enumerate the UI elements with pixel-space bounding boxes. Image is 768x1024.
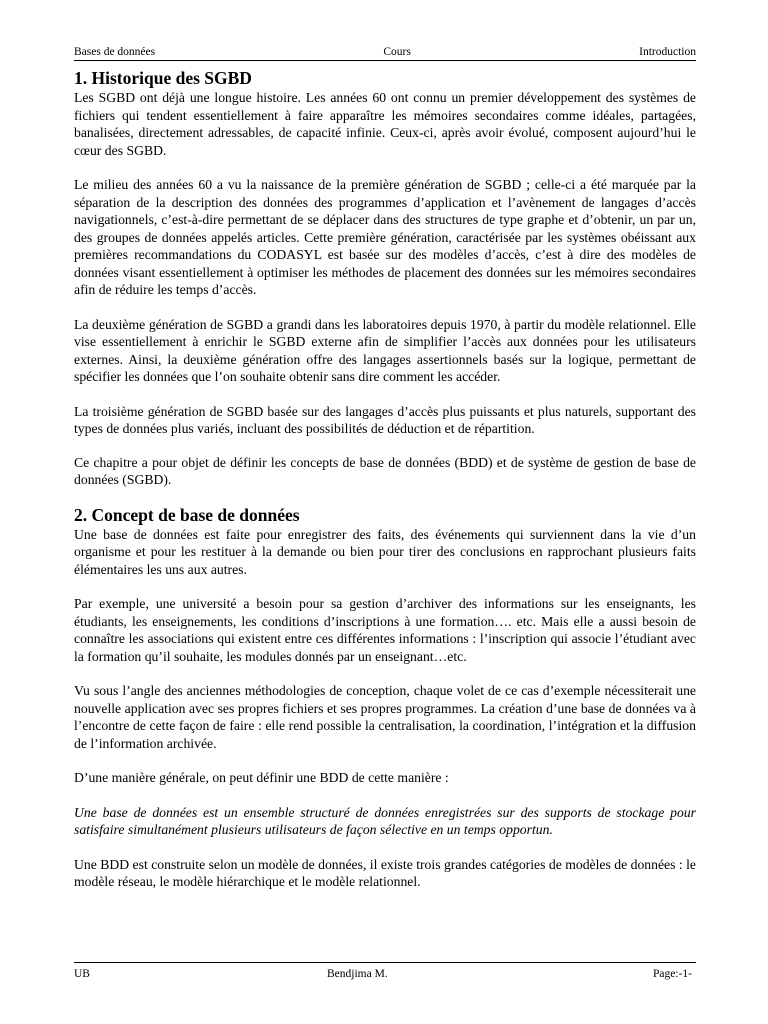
running-header [74,45,696,61]
section-1-paragraph-2: Le milieu des années 60 a vu la naissance de la première génération de SGBD ; celle-ci a été marquée par la séparation de la description des données des programmes d’application et l’avènement de langages d’accès navigationnels, c’est-à-dire permettant de se déplacer dans des structures de type graphe et d’obtenir, un par un, des groupes de données appelés articles. Cette première génération, caractérisée par les systèmes obéissant aux premières recommandations du CODASYL est basée sur des modèles d’accès, c’est à dire des modèles de données visant essentiellement à optimiser les méthodes de placement des données sur les mémoires secondaires afin de réduire les temps d’accès. [74,177,696,297]
section-1-paragraph-4: La troisième génération de SGBD basée sur des langages d’accès plus puissants et plus naturels, supportant des types de données plus variés, incluant des possibilités de déduction et de répartition. [74,403,696,436]
section-2-paragraph-4: D’une manière générale, on peut définir une BDD de cette manière : [74,770,449,785]
section-2-paragraph-3: Vu sous l’angle des anciennes méthodologies de conception, chaque volet de ce cas d’exemple nécessiterait une nouvelle application avec ses propres fichiers et ses propres programmes. La création d’une base de données va à l’encontre de cette façon de faire : elle rend possible la centralisation, la coordination, l’intégration et la diffusion de l’information archivée. [74,683,696,751]
page-number: Page:-1- [653,968,692,980]
section-2-paragraph-2: Par exemple, une université a besoin pour sa gestion d’archiver des informations sur les enseignants, les étudiants, les enseignements, les conditions d’inscriptions à une formation…. etc. Mais elle a aussi besoin de connaître les associations qui existent entre ces différentes informations : l’inscription qui associe l’étudiant avec la formation qu’il souhaite, les modules donnés par un enseignant…etc. [74,596,696,664]
running-footer [74,962,696,980]
section-2-closing: Une BDD est construite selon un modèle de données, il existe trois grandes catégories de modèles de données : le modèle réseau, le modèle hiérarchique et le modèle relationnel. [74,856,696,889]
section-2-paragraph-1: Une base de données est faite pour enregistrer des faits, des événements qui surviennent dans la vie d’un organisme et pour les restituer à la demande ou bien pour tirer des conclusions en rapprochant plusieurs faits élémentaires les uns aux autres. [74,526,696,577]
section-1-paragraph-3: La deuxième génération de SGBD a grandi dans les laboratoires depuis 1970, à partir du modèle relationnel. Elle vise essentiellement à enrichir le SGBD externe afin de simplifier l’accès aux données pour les utilisateurs externes. Ainsi, la deuxième génération offre des langages assertionnels basés sur la logique, permettant de spécifier les données que l’on souhaite obtenir sans dire comment les accéder. [74,316,696,384]
document-page [74,0,696,1024]
section-2-title: 2. Concept de base de données [74,504,300,525]
footer-author: Bendjima M. [327,968,388,980]
section-1-title: 1. Historique des SGBD [74,68,252,88]
footer-left: UB [74,968,90,980]
header-left: Bases de données [74,46,156,58]
bdd-definition: Une base de données est un ensemble structuré de données enregistrées sur des supports de stockage pour satisfaire simultanément plusieurs utilisateurs de façon sélective en un temps opportun. [74,804,696,837]
header-right: Introduction [639,46,696,58]
document-body [74,68,696,891]
section-1-paragraph-1: Les SGBD ont déjà une longue histoire. Les années 60 ont connu un premier développement des systèmes de fichiers qui tendent essentiellement à faire apparaître les mémoires secondaires comme idéales, partagées, banalisées, directement adressables, de capacité infinie. Ceux-ci, après avoir évolué, composent aujourd’hui le cœur des SGBD. [74,90,696,158]
header-center: Cours [383,46,411,58]
section-1-paragraph-5: Ce chapitre a pour objet de définir les concepts de base de données (BDD) et de système de gestion de base de données (SGBD). [74,454,696,487]
